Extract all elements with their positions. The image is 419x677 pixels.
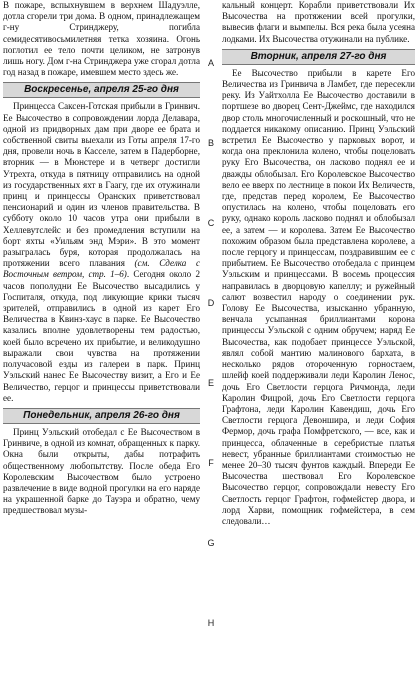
margin-letter-c: C <box>207 218 215 228</box>
cross-reference: (см. Сделка с Восточным ветром, стр. 1–6) <box>3 258 200 280</box>
margin-letter-f: F <box>208 458 214 468</box>
margin-letter-b: B <box>207 138 214 148</box>
section3-heading: Понедельник, апреля 26-го дня <box>3 408 200 424</box>
section2-paragraph <box>3 101 200 403</box>
margin-letter-e: E <box>207 378 214 388</box>
margin-letter-d: D <box>207 298 215 308</box>
section1-paragraph: В пожаре, вспыхнувшем в верхнем Шадуэлле, дотла сгорели три дома. В одном, принадлежащем г-ну Стринджеру, погибла семидесятивосьмилетняя тетка хозяина. Огонь поглотил ее тело почти целиком, не затронув лишь ногу. Дом г-на Стринджера уже сгорал дотла год назад в пожаре, имевшем место здесь же. <box>3 0 200 78</box>
section2-text-a: Принцесса Саксен-Готская прибыли в Гринвич. Ее Высочество в сопровождении лорда Делавара, одной из придворных дам при дворе ее брата и собственной свиты выехали из Готы апреля 17-го дня, провели ночь в Касселе, затем в Падерборне, вторник — в Мюнстере и в четверг достигли Утрехта, откуда в пятницу отправились на одной из государственных яхт в Гаагу, где их отужинали принц и принцессы Оранских приветствовал пенсионарий и один из членов правительства. В субботу около 10 часов утра они прибыли в Хеллевутслейс и без промедления вступили на борт яхты «Уильям энд Мэри». В это момент разыгралась буря, которая продолжалась на протяжении всего плавания <box>3 101 200 269</box>
section4-paragraph: Ее Высочество прибыли в карете Его Величества из Гринвича в Ламбет, где пересекли реку. Из Уайтхолла Ее Высочество доставили в портшезе во дворец Сент-Джеймс, где находился двор столь многочисленный и роскошный, что не поддается никакому описанию. Принц Уэльский встретил Ее Высочество у парковых ворот, и когда она преклонила колено, чтобы поцеловать руку Его Высочества, он ласково поднял ее и дважды облобызал. Его Королевское Высочество вело ее вверх по лестнице в покои Их Величеств, где, представ перед королем, Ее Высочество опустилась на колено, чтобы поцеловать его руку, однако король ласково поднял и облобызал ее, а затем — и королева. Затем Ее Высочество похожим образом была представлена королеве, а после герцогу и принцессам, поздравившим ее с прибытием. Ее Высочество отобедала с принцем Уэльским и принцессами. В восемь процессия направилась в дворцовую капеллу; и ружейный салют возвестил народу о соединении рук. Голову Ее Высочества, изысканно убранную, венчала усыпанная бриллиантами корона принцессы Уэльской с одним обручем; наряд Ее Высочества, как подобает принцессе Уэльской, являл собой мантию малинового бархата, в несколько рядов отороченную горностаем, шлейф коей поддерживали леди Каролин Ленос, дочь Его Светлости герцога Ричмонда, леди Каролин Фицрой, дочь Его Светлости герцога Графтона, леди Каролин Кавендиш, дочь Его Светлости герцога Девоншира, и леди София Фермор, дочь графа Помфретского, — все, как и принцесса, облаченные в серебристые платья невест, убранные бриллиантами стоимостью не менее 20–30 тысяч фунтов каждый. Впереди Ее Высочества шествовал Его Королевское Высочество герцог, сопровождали невесту Его Светлость герцог Графтон, гофмейстер двора, и лорд Харви, помощник гофмейстера, в сем следовали… <box>222 67 415 526</box>
section4-heading: Вторник, апреля 27-го дня <box>222 49 415 65</box>
section2-text-b: . Сегодня около 2 часов пополудни Ее Высочество высадились у Госпиталя, откуда, под ликующие крики тысяч зрителей, отправились в одной из карет Его Величества в Квинз-хаус в парке. Ее Высочество казались вполне удовлетворены тем радостью, коей было всречено их прибытие, и великодушно выражали свои чувства на протяжении получасовой езды из галереи в парк. Принц Уэльский нанес Ее Высочеству визит, а Его и Ее Величество, герцог и принцессы приветствовали ее. <box>3 269 200 403</box>
section3-paragraph: Принц Уэльский отобедал с Ее Высочеством в Гринвиче, в одной из комнат, обращенных к парку. Окна были открыты, дабы потрафить общественному любопытству. После обеда Его Королевским Высочеством было устроено развлечение в виде водной прогулки на его наряде на украшенной барке до Тауэра и обратно, чему предшествовал музы- <box>3 426 200 516</box>
section2-heading: Воскресенье, апреля 25-го дня <box>3 82 200 98</box>
margin-gutter <box>200 0 222 677</box>
continuation-paragraph: кальный концерт. Корабли приветствовали Их Высочества на протяжении всей прогулки, вывесив флаги и вымпелы. Вся река была усеяна лодками. Их Высочества отужинали на публике. <box>222 0 415 44</box>
margin-letter-g: G <box>207 538 215 548</box>
right-column <box>222 0 415 677</box>
margin-letter-a: A <box>207 58 214 68</box>
margin-letter-h: H <box>207 618 215 628</box>
left-column <box>3 0 200 677</box>
